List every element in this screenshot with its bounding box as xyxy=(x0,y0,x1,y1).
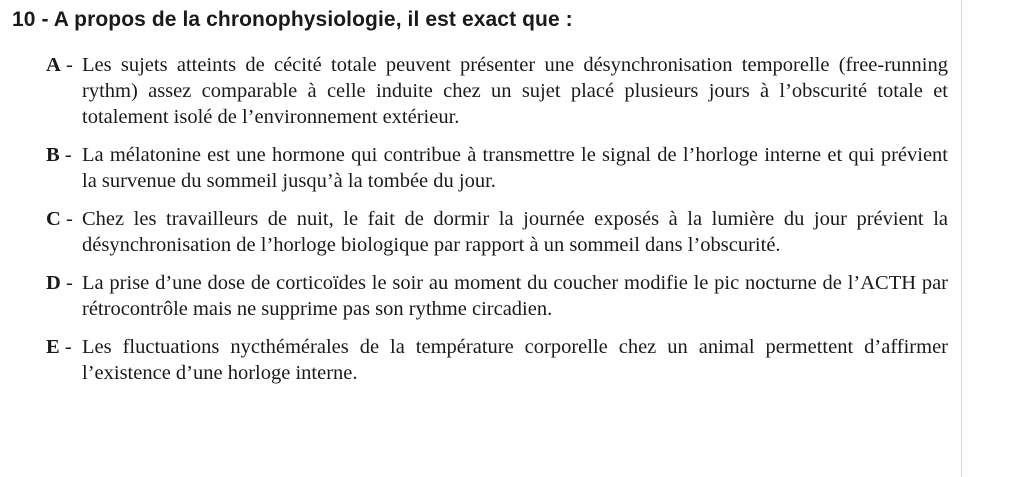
option-separator: - xyxy=(59,336,72,358)
option-c xyxy=(46,206,948,258)
answer-options xyxy=(46,52,948,398)
option-text: Chez les travailleurs de nuit, le fait de dormir la journée exposés à la lumière du jour prévient la désynchronisation de l’horloge biologique par rapport à un sommeil dans l’obscurité. xyxy=(82,208,948,256)
option-d xyxy=(46,270,948,322)
option-e xyxy=(46,334,948,386)
option-separator: - xyxy=(60,272,73,294)
option-separator: - xyxy=(60,208,73,230)
option-separator: - xyxy=(60,54,73,76)
option-text: Les sujets atteints de cécité totale peuvent présenter une désynchronisation temporelle (free-running rythm) assez comparable à celle induite chez un sujet placé plusieurs jours à l’obscurité totale et totalement isolé de l’environnement extérieur. xyxy=(82,54,948,128)
option-separator: - xyxy=(59,144,72,166)
option-letter-label: A xyxy=(46,54,61,76)
option-letter xyxy=(46,270,82,322)
option-letter xyxy=(46,142,82,194)
question-title: 10 - A propos de la chronophysiologie, il est exact que : xyxy=(12,8,573,31)
option-text: Les fluctuations nycthémérales de la température corporelle chez un animal permettent d’affirmer l’existence d’une horloge interne. xyxy=(82,336,948,384)
option-text: La mélatonine est une hormone qui contribue à transmettre le signal de l’horloge interne et qui prévient la survenue du sommeil jusqu’à la tombée du jour. xyxy=(82,144,948,192)
page-edge-divider xyxy=(961,0,962,477)
option-b xyxy=(46,142,948,194)
option-letter xyxy=(46,52,82,130)
option-letter-label: E xyxy=(46,336,60,358)
option-letter xyxy=(46,206,82,258)
option-letter-label: D xyxy=(46,272,61,294)
option-a xyxy=(46,52,948,130)
option-letter-label: C xyxy=(46,208,61,230)
option-text: La prise d’une dose de corticoïdes le soir au moment du coucher modifie le pic nocturne de l’ACTH par rétrocontrôle mais ne supprime pas son rythme circadien. xyxy=(82,272,948,320)
option-letter xyxy=(46,334,82,386)
option-letter-label: B xyxy=(46,144,60,166)
